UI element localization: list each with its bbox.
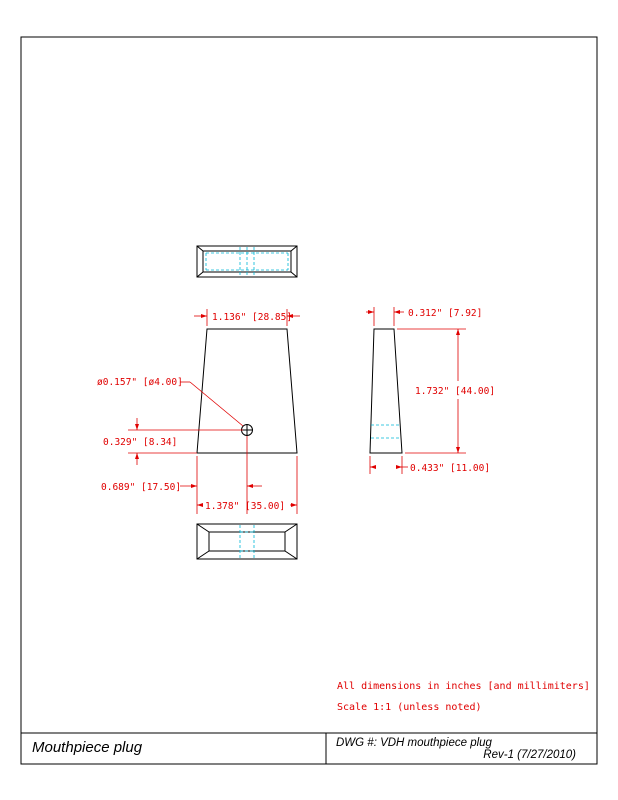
sheet-border: [21, 37, 597, 764]
dim-hole-height: 0.329" [8.34]: [103, 437, 178, 448]
dim-top-width: 1.136" [28.85]: [212, 312, 293, 323]
dim-side-height: 1.732" [44.00]: [415, 386, 496, 397]
scale-note: Scale 1:1 (unless noted): [337, 702, 482, 713]
dim-hole-diameter: ø0.157" [ø4.00]: [97, 377, 183, 388]
bottom-view: [197, 524, 297, 559]
dim-bottom-width: 1.378" [35.00]: [205, 501, 286, 512]
dim-side-bottom-thickness: 0.433" [11.00]: [410, 463, 491, 474]
revision: Rev-1 (7/27/2010): [483, 749, 576, 761]
dim-side-top-thickness: 0.312" [7.92]: [408, 308, 483, 319]
dwg-number: DWG #: VDH mouthpiece plug: [336, 737, 492, 749]
front-view: [197, 329, 297, 453]
dim-hole-offset: 0.689" [17.50]: [101, 482, 182, 493]
units-note: All dimensions in inches [and millimiters]: [337, 681, 590, 692]
side-view: [370, 329, 402, 453]
top-view: [197, 246, 297, 277]
drawing-title: Mouthpiece plug: [32, 739, 143, 756]
